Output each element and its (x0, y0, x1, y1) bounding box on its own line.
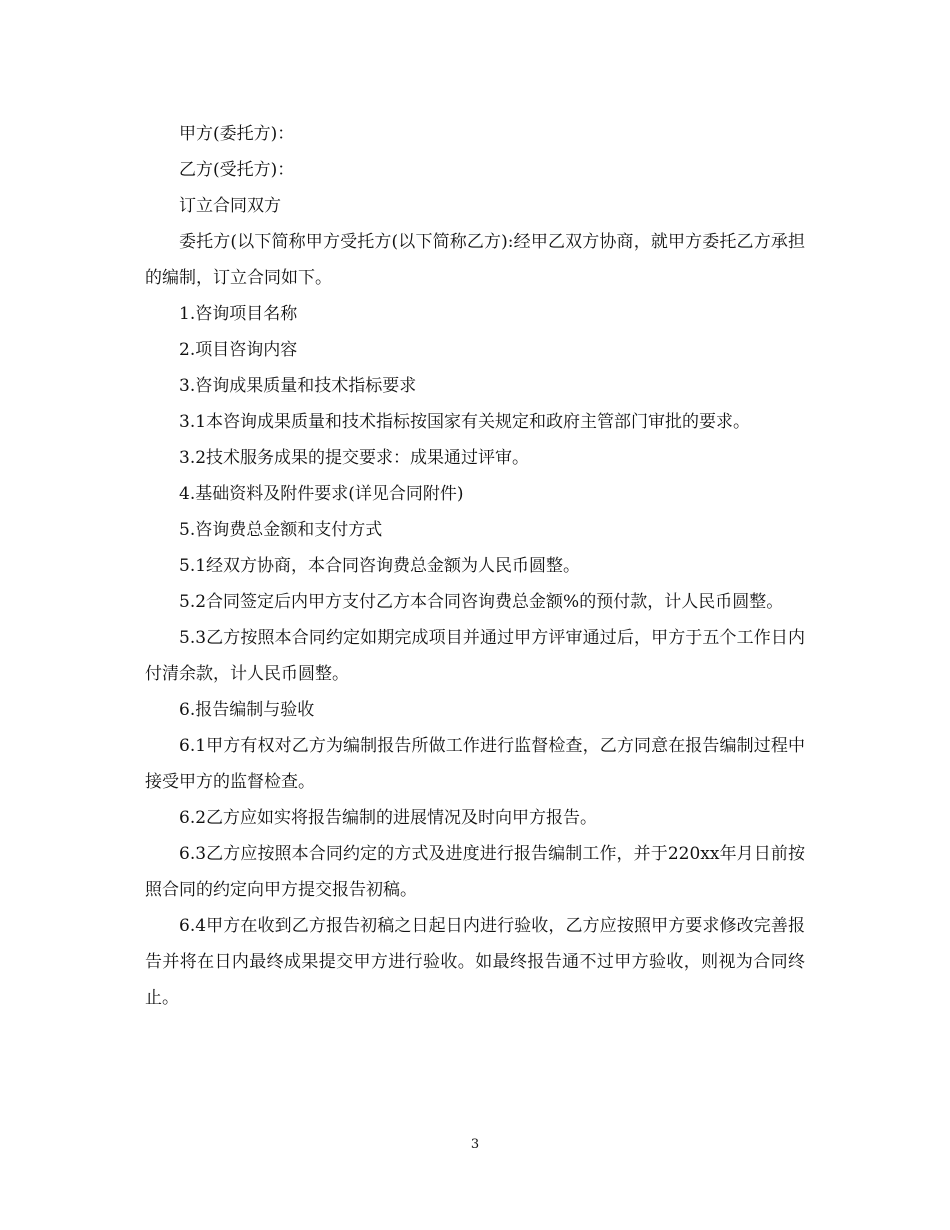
clause-5-3: 5.3乙方按照本合同约定如期完成项目并通过甲方评审通过后，甲方于五个工作日内付清余款，计人民币圆整。 (145, 628, 805, 684)
heading-quality-requirements: 3.咨询成果质量和技术指标要求 (179, 376, 417, 396)
heading-project-name: 1.咨询项目名称 (179, 304, 298, 324)
clause-6-3: 6.3乙方应按照本合同约定的方式及进度进行报告编制工作，并于220xx年月日前按照合同的约定向甲方提交报告初稿。 (145, 844, 805, 900)
heading-project-content: 2.项目咨询内容 (179, 340, 298, 360)
clause-3-2: 3.2技术服务成果的提交要求：成果通过评审。 (179, 448, 530, 468)
heading-fees-payment: 5.咨询费总金额和支付方式 (179, 520, 383, 540)
clause-5-1: 5.1经双方协商，本合同咨询费总金额为人民币圆整。 (179, 556, 581, 576)
heading-report-acceptance: 6.报告编制与验收 (179, 700, 315, 720)
paragraph-party-a: 甲方(委托方)： (179, 124, 295, 144)
page-number: 3 (470, 1137, 480, 1152)
paragraph-preamble: 委托方(以下简称甲方受托方(以下简称乙方):经甲乙双方协商，就甲方委托乙方承担的编制，订立合同如下。 (145, 232, 805, 288)
clause-6-2: 6.2乙方应如实将报告编制的进展情况及时向甲方报告。 (179, 808, 598, 828)
clause-5-2: 5.2合同签定后内甲方支付乙方本合同咨询费总金额%的预付款，计人民币圆整。 (179, 592, 784, 612)
clause-6-4: 6.4甲方在收到乙方报告初稿之日起日内进行验收，乙方应按照甲方要求修改完善报告并将在日内最终成果提交甲方进行验收。如最终报告通不过甲方验收，则视为合同终止。 (145, 916, 805, 1008)
paragraph-party-b: 乙方(受托方)： (179, 160, 295, 180)
contract-body (145, 116, 805, 1016)
paragraph-contracting-parties: 订立合同双方 (179, 196, 281, 216)
heading-basic-materials: 4.基础资料及附件要求(详见合同附件) (179, 484, 464, 504)
clause-3-1: 3.1本咨询成果质量和技术指标按国家有关规定和政府主管部门审批的要求。 (179, 412, 751, 432)
clause-6-1: 6.1甲方有权对乙方为编制报告所做工作进行监督检查，乙方同意在报告编制过程中接受甲方的监督检查。 (145, 736, 805, 792)
